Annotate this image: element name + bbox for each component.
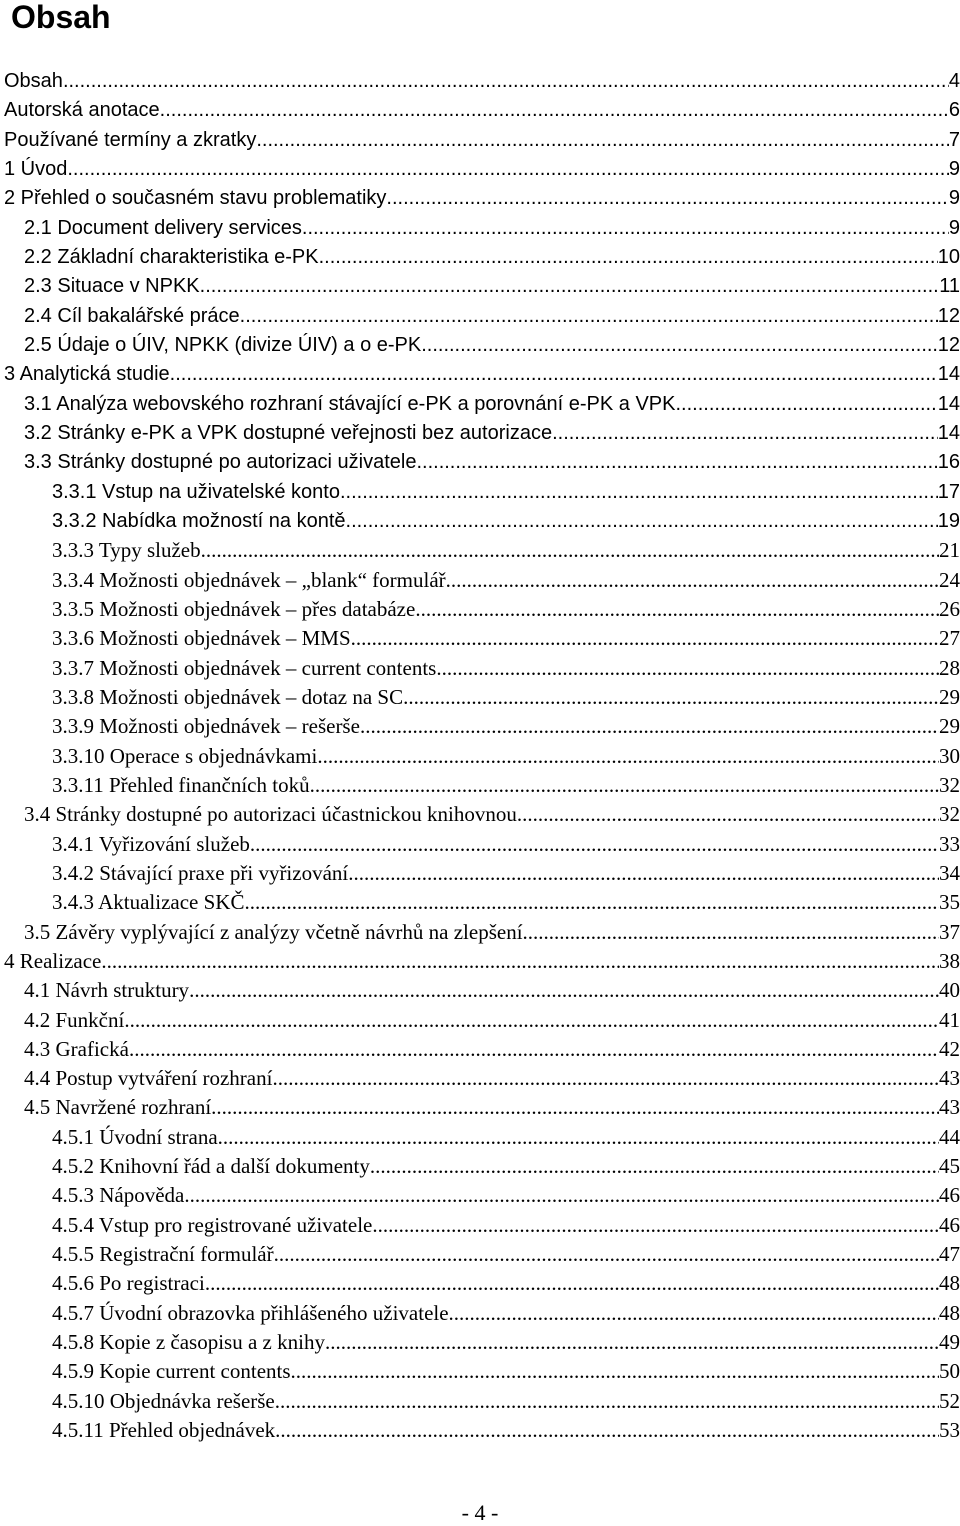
toc-entry-page-number: 21 [939,538,960,563]
toc-entry-label: 2 Přehled o současném stavu problematiky [4,187,387,210]
toc-entry-page-number: 32 [939,802,960,827]
toc-entry-label: 3.4.1 Vyřizování služeb [52,831,250,856]
toc-entry-page-number: 9 [948,216,960,239]
toc-entry-page-number: 7 [948,128,960,151]
toc-entry[interactable] [0,624,960,653]
toc-dot-leader [274,1240,939,1269]
toc-entry[interactable] [0,448,960,477]
toc-dot-leader [272,1064,939,1093]
toc-entry-page-number: 44 [939,1124,960,1149]
toc-entry-label: Obsah [4,70,63,92]
toc-entry-page-number: 9 [948,187,960,210]
toc-entry-page-number: 14 [937,392,960,415]
toc-dot-leader [244,888,939,917]
toc-entry[interactable] [0,595,960,624]
toc-entry-label: 4.5.11 Přehled objednávek [52,1418,276,1443]
toc-dot-leader [415,595,939,624]
toc-entry[interactable] [0,654,960,683]
toc-entry-page-number: 48 [939,1271,960,1296]
toc-entry[interactable] [0,67,960,96]
toc-entry-page-number: 10 [937,245,960,268]
toc-entry[interactable] [0,272,960,301]
toc-entry[interactable] [0,1328,960,1357]
toc-entry[interactable] [0,830,960,859]
toc-entry-page-number: 33 [939,831,960,856]
toc-entry-label: 4.5.2 Knihovní řád a další dokumenty [52,1154,370,1179]
toc-entry-page-number: 37 [939,919,960,944]
toc-entry-label: 4.1 Návrh struktury [24,978,190,1003]
toc-dot-leader [201,536,939,565]
toc-dot-leader [360,712,939,741]
toc-entry-label: 2.3 Situace v NPKK [24,275,200,298]
toc-dot-leader [449,1299,939,1328]
toc-dot-leader [205,1269,939,1298]
toc-entry-page-number: 28 [939,655,960,680]
toc-entry[interactable] [0,1357,960,1386]
toc-entry-page-number: 48 [939,1300,960,1325]
toc-dot-leader [101,947,939,976]
toc-entry[interactable] [0,507,960,536]
toc-dot-leader [218,1123,939,1152]
toc-entry-label: 4.5.5 Registrační formulář [52,1242,274,1267]
toc-dot-leader [200,272,940,301]
toc-dot-leader [517,800,939,829]
toc-entry[interactable] [0,888,960,917]
toc-dot-leader [351,624,939,653]
toc-entry[interactable] [0,947,960,976]
toc-dot-leader [340,478,938,507]
toc-entry-page-number: 41 [939,1007,960,1032]
toc-entry[interactable] [0,126,960,155]
toc-entry-page-number: 16 [937,451,960,474]
toc-entry[interactable] [0,742,960,771]
toc-entry-page-number: 14 [937,421,960,444]
toc-entry-page-number: 11 [939,275,960,298]
toc-entry[interactable] [0,1035,960,1064]
toc-entry[interactable] [0,1416,960,1445]
toc-entry-page-number: 12 [937,304,960,327]
toc-entry-page-number: 14 [937,363,960,386]
toc-entry-label: 2.5 Údaje o ÚIV, NPKK (divize ÚIV) a o e-PK [24,333,422,356]
toc-entry-page-number: 52 [939,1388,960,1413]
toc-dot-leader [436,654,939,683]
toc-entry-page-number: 17 [937,480,960,503]
toc-entry-label: 3.3.5 Možnosti objednávek – přes databáze [52,596,416,621]
toc-entry-label: 4.5.4 Vstup pro registrované uživatele [52,1212,373,1237]
toc-entry[interactable] [0,419,960,448]
toc-entry-page-number: 24 [939,567,960,592]
toc-dot-leader [319,243,938,272]
toc-entry-label: 3.3.9 Možnosti objednávek – rešerše [52,714,360,739]
toc-entry-page-number: 46 [939,1183,960,1208]
toc-dot-leader [63,67,949,96]
toc-entry-page-number: 53 [939,1418,960,1443]
toc-entry-label: 3.3.1 Vstup na uživatelské konto [52,480,340,503]
toc-dot-leader [552,419,938,448]
toc-entry-label: 3.4 Stránky dostupné po autorizaci účastnickou knihovnou [24,802,517,827]
toc-entry[interactable] [0,1211,960,1240]
toc-entry[interactable] [0,1299,960,1328]
toc-dot-leader [317,742,939,771]
toc-entry-label: 3.3.8 Možnosti objednávek – dotaz na SC [52,684,404,709]
toc-entry[interactable] [0,1152,960,1181]
toc-entry-label: 3 Analytická studie [4,363,170,386]
table-of-contents [0,67,960,1445]
toc-entry-label: Používané termíny a zkratky [4,128,257,151]
toc-entry[interactable] [0,1006,960,1035]
toc-dot-leader [675,390,937,419]
toc-entry-page-number: 6 [948,99,960,122]
toc-entry[interactable] [0,1064,960,1093]
toc-entry-label: 3.4.2 Stávající praxe při vyřizování [52,860,349,885]
toc-dot-leader [129,1035,939,1064]
toc-entry[interactable] [0,302,960,331]
toc-entry[interactable] [0,1093,960,1122]
toc-entry-page-number: 43 [939,1095,960,1120]
toc-entry[interactable] [0,771,960,800]
toc-dot-leader [250,830,939,859]
toc-dot-leader [302,214,949,243]
toc-entry-page-number: 40 [939,978,960,1003]
toc-entry-label: 3.1 Analýza webovského rozhraní stávající e-PK a porovnání e-PK a VPK [24,392,676,415]
toc-dot-leader [184,1181,939,1210]
toc-dot-leader [160,96,949,125]
toc-entry[interactable] [0,184,960,213]
toc-entry-label: 2.4 Cíl bakalářské práce [24,304,240,327]
toc-dot-leader [386,184,948,213]
toc-entry[interactable] [0,1181,960,1210]
toc-entry-label: 3.2 Stránky e-PK a VPK dostupné veřejnosti bez autorizace [24,421,553,444]
toc-entry-page-number: 29 [939,684,960,709]
toc-entry-label: Autorská anotace [4,99,160,122]
toc-dot-leader [256,126,949,155]
toc-entry-page-number: 49 [939,1330,960,1355]
toc-dot-leader [291,1357,939,1386]
toc-entry-label: 3.3 Stránky dostupné po autorizaci uživatele [24,451,417,474]
toc-entry[interactable] [0,243,960,272]
page-number: - 4 - [461,1500,499,1525]
toc-entry-label: 4.5.6 Po registraci [52,1271,205,1296]
toc-entry-label: 2.1 Document delivery services [24,216,302,239]
toc-entry[interactable] [0,331,960,360]
toc-entry-label: 4.2 Funkční [24,1007,125,1032]
toc-entry-page-number: 9 [948,157,960,180]
toc-entry-label: 4.5.1 Úvodní strana [52,1124,218,1149]
toc-dot-leader [275,1416,939,1445]
toc-entry-label: 1 Úvod [4,157,68,180]
toc-entry[interactable] [0,1123,960,1152]
toc-entry[interactable] [0,712,960,741]
toc-entry-label: 3.3.7 Možnosti objednávek – current contents [52,655,437,680]
toc-dot-leader [346,507,938,536]
toc-entry-label: 4.5 Navržené rozhraní [24,1095,212,1120]
toc-dot-leader [403,683,939,712]
toc-entry-page-number: 45 [939,1154,960,1179]
toc-entry[interactable] [0,155,960,184]
toc-entry-page-number: 4 [948,70,960,92]
toc-entry-label: 4.3 Grafická [24,1036,129,1061]
toc-entry[interactable] [0,1269,960,1298]
toc-dot-leader [372,1211,939,1240]
toc-entry-page-number: 27 [939,626,960,651]
toc-entry[interactable] [0,478,960,507]
toc-entry[interactable] [0,918,960,947]
toc-dot-leader [416,448,937,477]
toc-entry-label: 3.3.3 Typy služeb [52,538,201,563]
toc-dot-leader [189,976,939,1005]
toc-dot-leader [240,302,938,331]
toc-entry-page-number: 29 [939,714,960,739]
toc-entry-label: 4.5.3 Nápověda [52,1183,185,1208]
page-title: Obsah [11,0,111,35]
toc-entry[interactable] [0,214,960,243]
toc-entry-label: 4 Realizace [4,948,102,973]
toc-entry-label: 3.4.3 Aktualizace SKČ [52,890,245,915]
toc-dot-leader [370,1152,939,1181]
toc-dot-leader [325,1328,939,1357]
toc-entry-page-number: 38 [939,948,960,973]
toc-entry-label: 3.3.10 Operace s objednávkami [52,743,318,768]
toc-entry[interactable] [0,536,960,565]
toc-entry-page-number: 42 [939,1036,960,1061]
toc-entry-label: 4.5.10 Objednávka rešerše [52,1388,275,1413]
toc-entry[interactable] [0,96,960,125]
toc-entry[interactable] [0,566,960,595]
toc-entry[interactable] [0,859,960,888]
toc-dot-leader [348,859,939,888]
toc-entry[interactable] [0,683,960,712]
toc-dot-leader [124,1006,939,1035]
toc-entry[interactable] [0,1240,960,1269]
toc-entry[interactable] [0,360,960,389]
toc-entry-page-number: 30 [939,743,960,768]
toc-entry-page-number: 34 [939,860,960,885]
toc-dot-leader [310,771,939,800]
toc-entry-page-number: 47 [939,1242,960,1267]
toc-entry-label: 2.2 Základní charakteristika e-PK [24,245,319,268]
toc-entry-page-number: 19 [937,509,960,532]
toc-entry-label: 3.5 Závěry vyplývající z analýzy včetně návrhů na zlepšení [24,919,523,944]
toc-entry-label: 4.5.7 Úvodní obrazovka přihlášeného uživatele [52,1300,449,1325]
toc-entry-page-number: 32 [939,772,960,797]
toc-entry-page-number: 35 [939,890,960,915]
toc-entry[interactable] [0,390,960,419]
toc-dot-leader [67,155,949,184]
toc-dot-leader [421,331,938,360]
toc-entry-page-number: 26 [939,596,960,621]
toc-dot-leader [211,1093,939,1122]
toc-entry-label: 3.3.6 Možnosti objednávek – MMS [52,626,351,651]
toc-dot-leader [446,566,939,595]
toc-entry-label: 3.3.4 Možnosti objednávek – „blank“ formulář [52,567,446,592]
toc-entry[interactable] [0,1387,960,1416]
toc-entry-label: 4.4 Postup vytváření rozhraní [24,1066,273,1091]
toc-dot-leader [275,1387,939,1416]
toc-dot-leader [170,360,938,389]
toc-entry-page-number: 46 [939,1212,960,1237]
toc-dot-leader [523,918,939,947]
toc-entry[interactable] [0,976,960,1005]
toc-entry-label: 3.3.11 Přehled finančních toků [52,772,310,797]
toc-entry-page-number: 50 [939,1359,960,1384]
toc-entry-page-number: 43 [939,1066,960,1091]
toc-entry-label: 4.5.9 Kopie current contents [52,1359,291,1384]
toc-entry-page-number: 12 [937,333,960,356]
toc-entry[interactable] [0,800,960,829]
toc-entry-label: 4.5.8 Kopie z časopisu a z knihy [52,1330,325,1355]
toc-entry-label: 3.3.2 Nabídka možností na kontě [52,509,346,532]
